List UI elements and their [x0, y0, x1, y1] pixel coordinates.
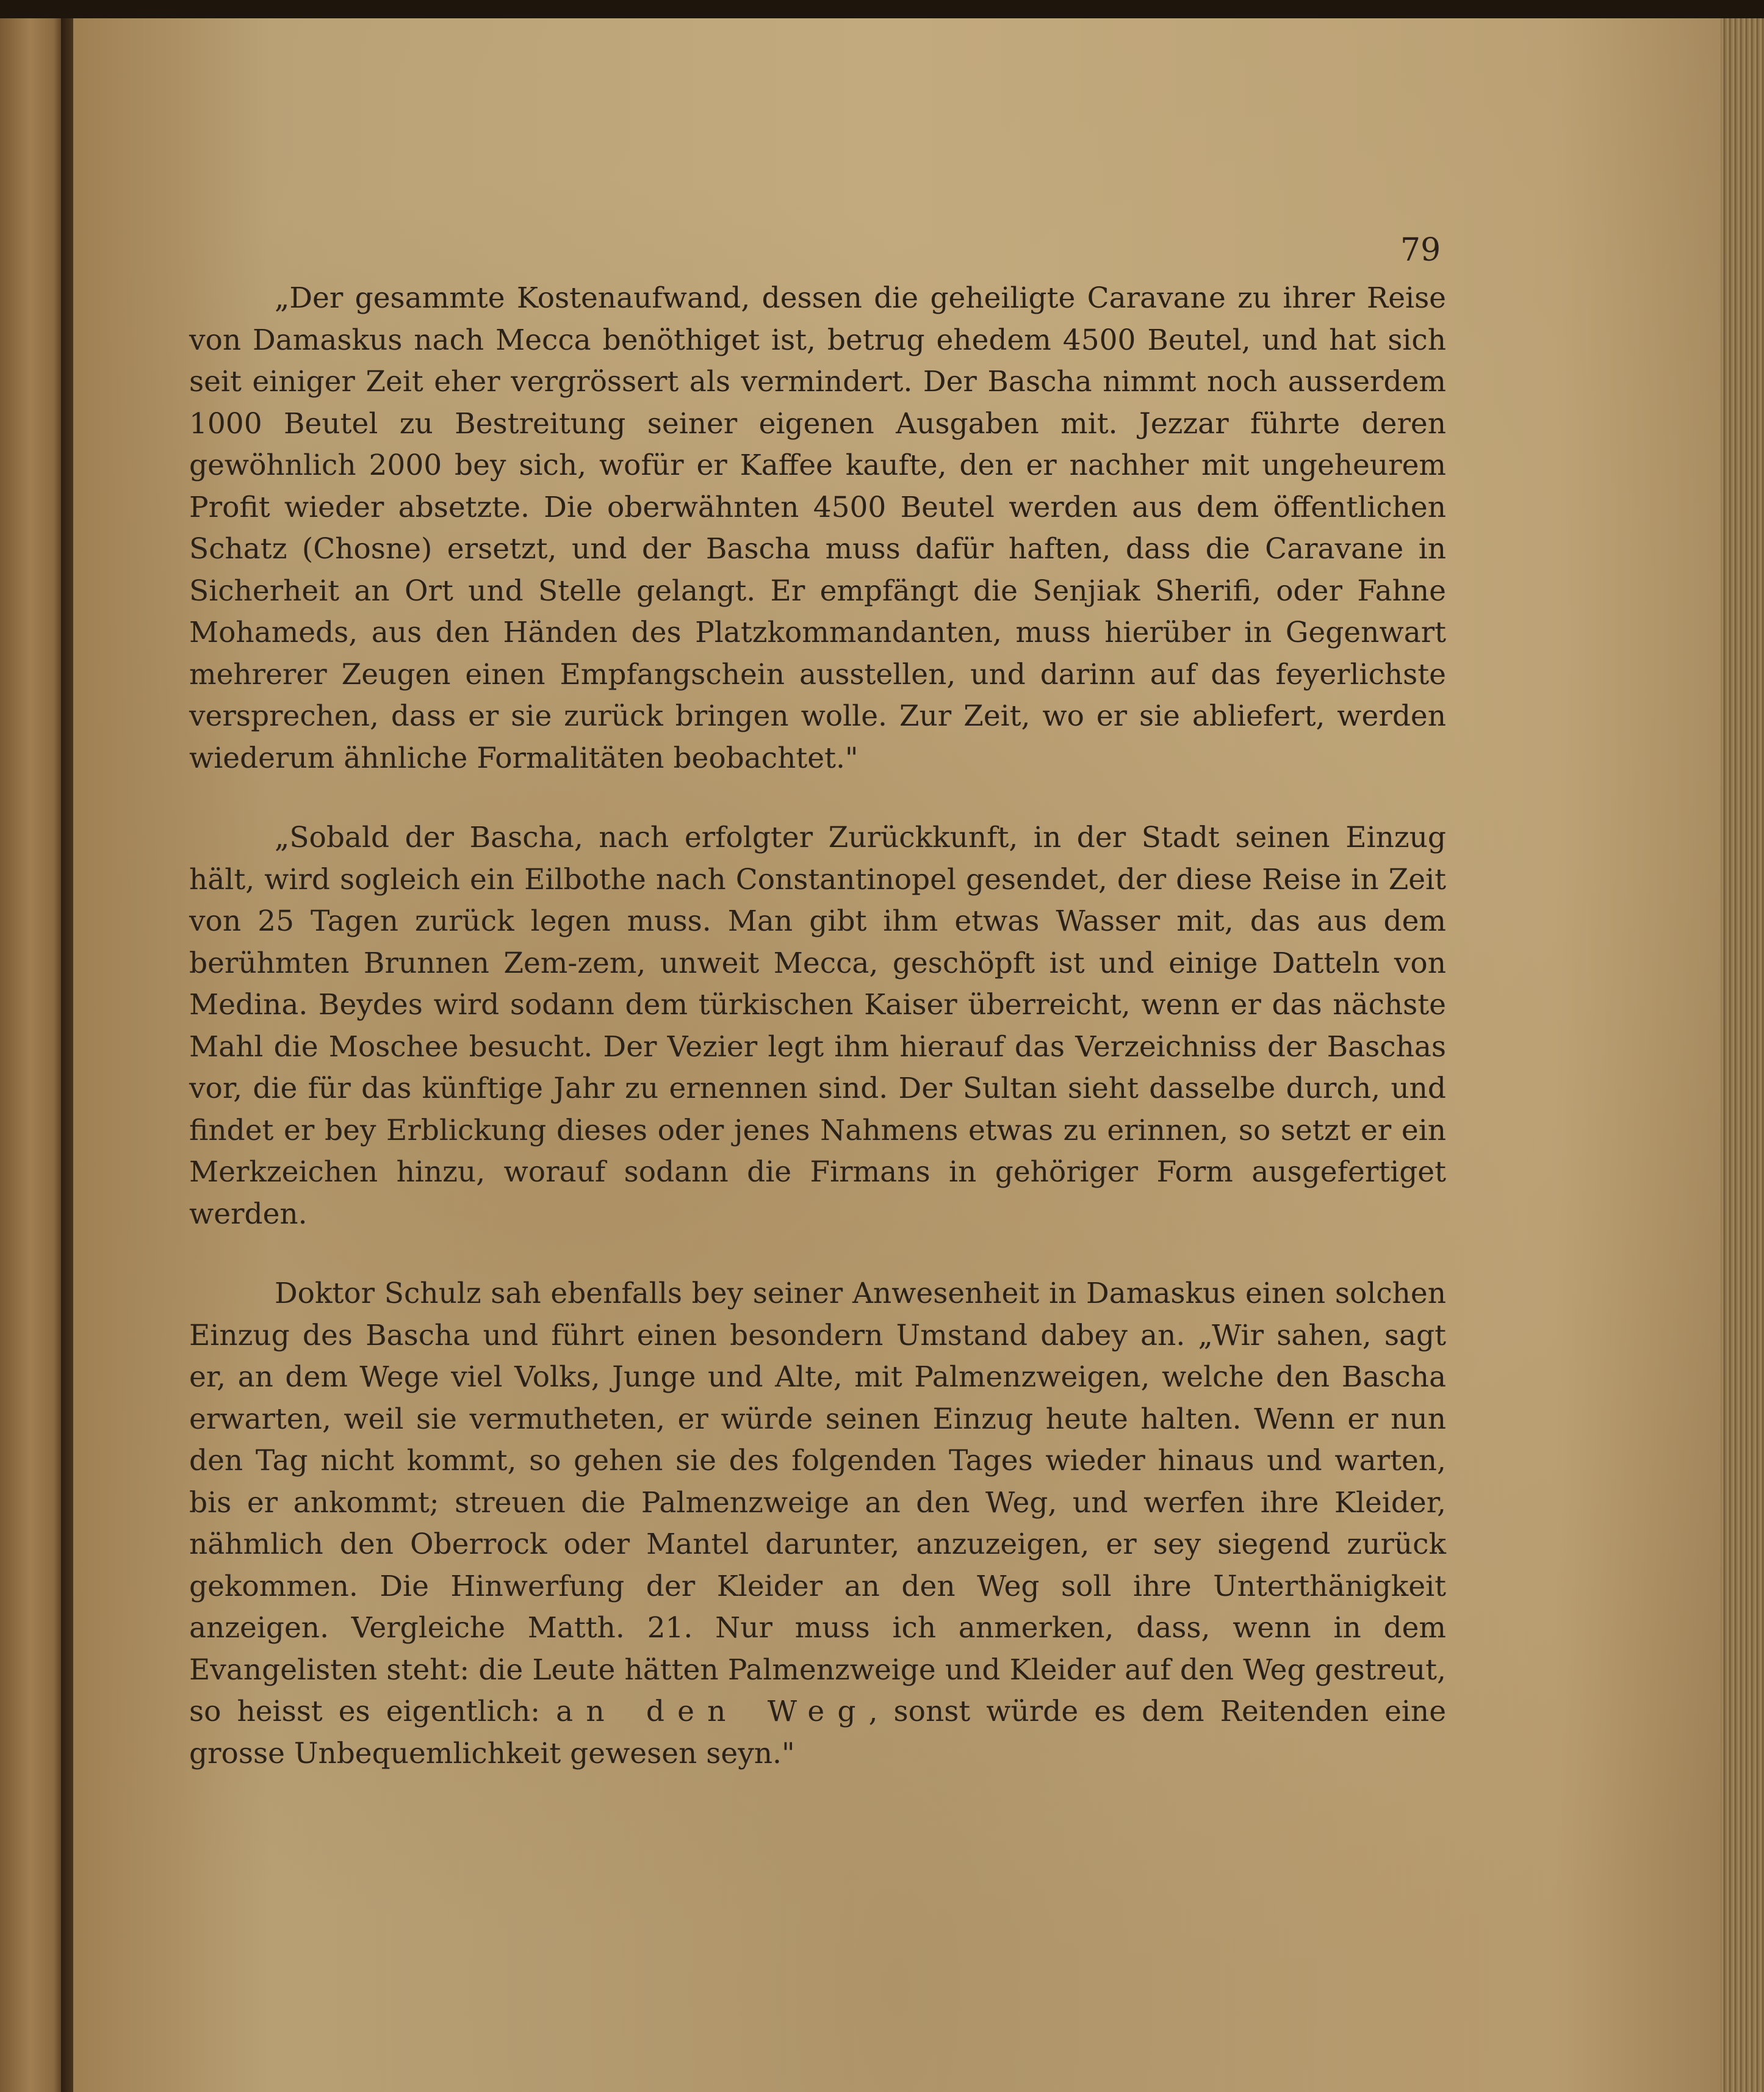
spaced-emphasis: an den Weg: [556, 1695, 869, 1728]
paragraph-1: „Der gesammte Kostenaufwand, dessen die geheiligte Caravane zu ihrer Reise von Damaskus nach Mecca benöthiget ist, betrug ehedem 4500 Beutel, und hat sich seit einiger Zeit eher vergrössert als vermindert. Der Bascha nimmt noch ausserdem 1000 Beutel zu Bestreitung seiner eigenen Ausgaben mit. Jezzar führte deren gewöhnlich 2000 bey sich, wofür er Kaffee kaufte, den er nachher mit ungeheurem Profit wieder absetzte. Die oberwähnten 4500 Beutel werden aus dem öffentlichen Schatz (Chosne) ersetzt, und der Bascha muss dafür haften, dass die Caravane in Sicherheit an Ort und Stelle gelangt. Er empfängt die Senjiak Sherifi, oder Fahne Mohameds, aus den Händen des Platzkommandanten, muss hierüber in Gegenwart mehrerer Zeugen einen Empfangschein ausstellen, und darinn auf das feyerlichste versprechen, dass er sie zurück bringen wolle. Zur Zeit, wo er sie abliefert, werden wiederum ähnliche Formalitäten beobachtet.": [189, 281, 1446, 775]
paragraph-3: [189, 1273, 1446, 1775]
paragraph-3-ending: , sonst würde es dem Reitenden eine grosse Unbequemlichkeit gewesen seyn.": [189, 1695, 1447, 1770]
paragraph-2: „Sobald der Bascha, nach erfolgter Zurückkunft, in der Stadt seinen Einzug hält, wird sogleich ein Eilbothe nach Constantinopel gesendet, der diese Reise in Zeit von 25 Tagen zurück legen muss. Man gibt ihm etwas Wasser mit, das aus dem berühmten Brunnen Zem-zem, unweit Mecca, geschöpft ist und einige Datteln von Medina. Beydes wird sodann dem türkischen Kaiser überreicht, wenn er das nächste Mahl die Moschee besucht. Der Vezier legt ihm hierauf das Verzeichniss der Baschas vor, die für das künftige Jahr zu ernennen sind. Der Sultan sieht dasselbe durch, und findet er bey Erblickung dieses oder jenes Nahmens etwas zu erinnen, so setzt er ein Merkzeichen hinzu, worauf sodann die Firmans in gehöriger Form ausgefertiget werden.: [189, 821, 1446, 1231]
page-block-edge: [1721, 18, 1764, 2092]
page-number: 79: [1400, 232, 1441, 269]
facing-page-edge: [0, 18, 67, 2092]
body-text: [189, 278, 1446, 1775]
paragraph-3-text: Doktor Schulz sah ebenfalls bey seiner Anwesenheit in Damaskus einen solchen Einzug des Bascha und führt einen besondern Umstand dabey an. „Wir sahen, sagt er, an dem Wege viel Volks, Junge und Alte, mit Palmenzweigen, welche den Bascha erwarten, weil sie vermutheten, er würde seinen Einzug heute halten. Wenn er nun den Tag nicht kommt, so gehen sie des folgenden Tages wieder hinaus und warten, bis er ankommt; streuen die Palmenzweige an den Weg, und werfen ihre Kleider, nähmlich den Oberrock oder Mantel darunter, anzuzeigen, er sey siegend zurück gekommen. Die Hinwerfung der Kleider an den Weg soll ihre Unterthänigkeit anzeigen. Vergleiche Matth. 21. Nur muss ich anmerken, dass, wenn in dem Evangelisten steht: die Leute hätten Palmenzweige und Kleider auf den Weg gestreut, so heisst es eigentlich:: [189, 1277, 1446, 1728]
